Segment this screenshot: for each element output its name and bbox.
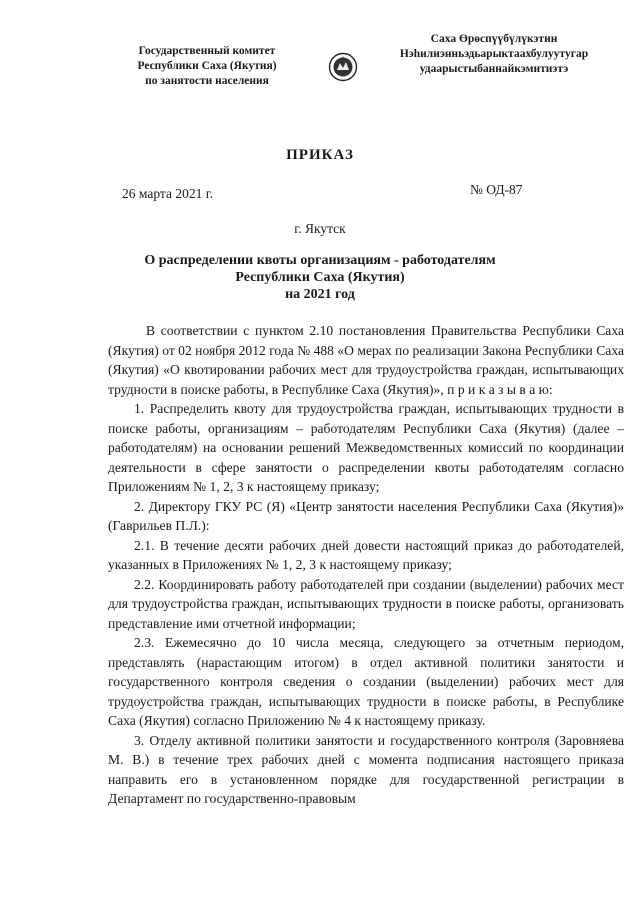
header-left-line1: Государственный комитет [138, 45, 276, 57]
subject-line1: О распределении квоты организациям - работодателям [144, 253, 496, 268]
subject-line3: на 2021 год [285, 287, 355, 302]
header-right-line1: Саха Өрөспүүбүлүкэтин [430, 33, 558, 45]
paragraph-2-3: 2.3. Ежемесячно до 10 числа месяца, следующего за отчетным периодом, представлять (нарастающим итогом) в отдел активной политики занятости и государственного контроля сведения о создании (выделении) рабочих мест для трудоустройства граждан, испытывающих трудности в поиске работы, в Республике Саха (Якутия) согласно Приложению № 4 к настоящему приказу. [108, 635, 624, 728]
header-left-line3: по занятости населения [145, 75, 269, 87]
document-body [108, 321, 624, 809]
document-city: г. Якутск [294, 221, 346, 236]
intro-paragraph [108, 321, 624, 399]
document-title: ПРИКАЗ [286, 147, 354, 163]
header-left-line2: Республики Саха (Якутия) [137, 60, 277, 72]
document-date: 26 марта 2021 г. [122, 186, 214, 201]
paragraph-3: 3. Отделу активной политики занятости и государственного контроля (Заровняева М. В.) в течение трех рабочих дней с момента подписания настоящего приказа направить его в установленном порядке для государственной регистрации в Департамент по государственно-правовым [108, 732, 624, 806]
order-word: п р и к а з ы в а ю: [447, 381, 553, 397]
paragraph-2: 2. Директору ГКУ РС (Я) «Центр занятости населения Республики Саха (Якутия)» (Гаврильев П.Л.): [108, 498, 624, 533]
header-right-line3: удаарыстыбаннайкэмитиэтэ [419, 63, 569, 75]
header-left-block [112, 44, 302, 89]
document-number: № ОД-87 [470, 182, 523, 197]
paragraph-2-1: 2.1. В течение десяти рабочих дней довести настоящий приказ до работодателей, указанных в Приложениях № 1, 2, 3 к настоящему приказу; [108, 537, 624, 572]
subject-line2: Республики Саха (Якутия) [235, 270, 405, 285]
coat-of-arms-emblem [328, 52, 358, 82]
paragraph-1: 1. Распределить квоту для трудоустройства граждан, испытывающих трудности в поиске работы, организациям – работодателям Республики Саха (Якутия) (далее – работодателям) на основании решений Межведомственных комиссий по координации деятельности в сфере занятости о распределении квоты работодателям согласно Приложениям № 1, 2, 3 к настоящему приказу; [108, 401, 624, 494]
document-subject [100, 252, 540, 303]
header-right-line2: Нэһилиэнньэдьарыктаахбулуутугар [399, 48, 589, 60]
header-right-block [374, 32, 614, 77]
paragraph-2-2: 2.2. Координировать работу работодателей при создании (выделении) рабочих мест для трудоустройства граждан, испытывающих трудности в поиске работы, организовать представление ими отчетной информации; [108, 576, 624, 631]
intro-text: В соответствии с пунктом 2.10 постановления Правительства Республики Саха (Якутия) от 02 ноября 2012 года № 488 «О мерах по реализации Закона Республики Саха (Якутия) «О квотировании рабочих мест для трудоустройства граждан, испытывающих трудности в поиске работы, в Республике Саха (Якутия)», [108, 323, 624, 397]
